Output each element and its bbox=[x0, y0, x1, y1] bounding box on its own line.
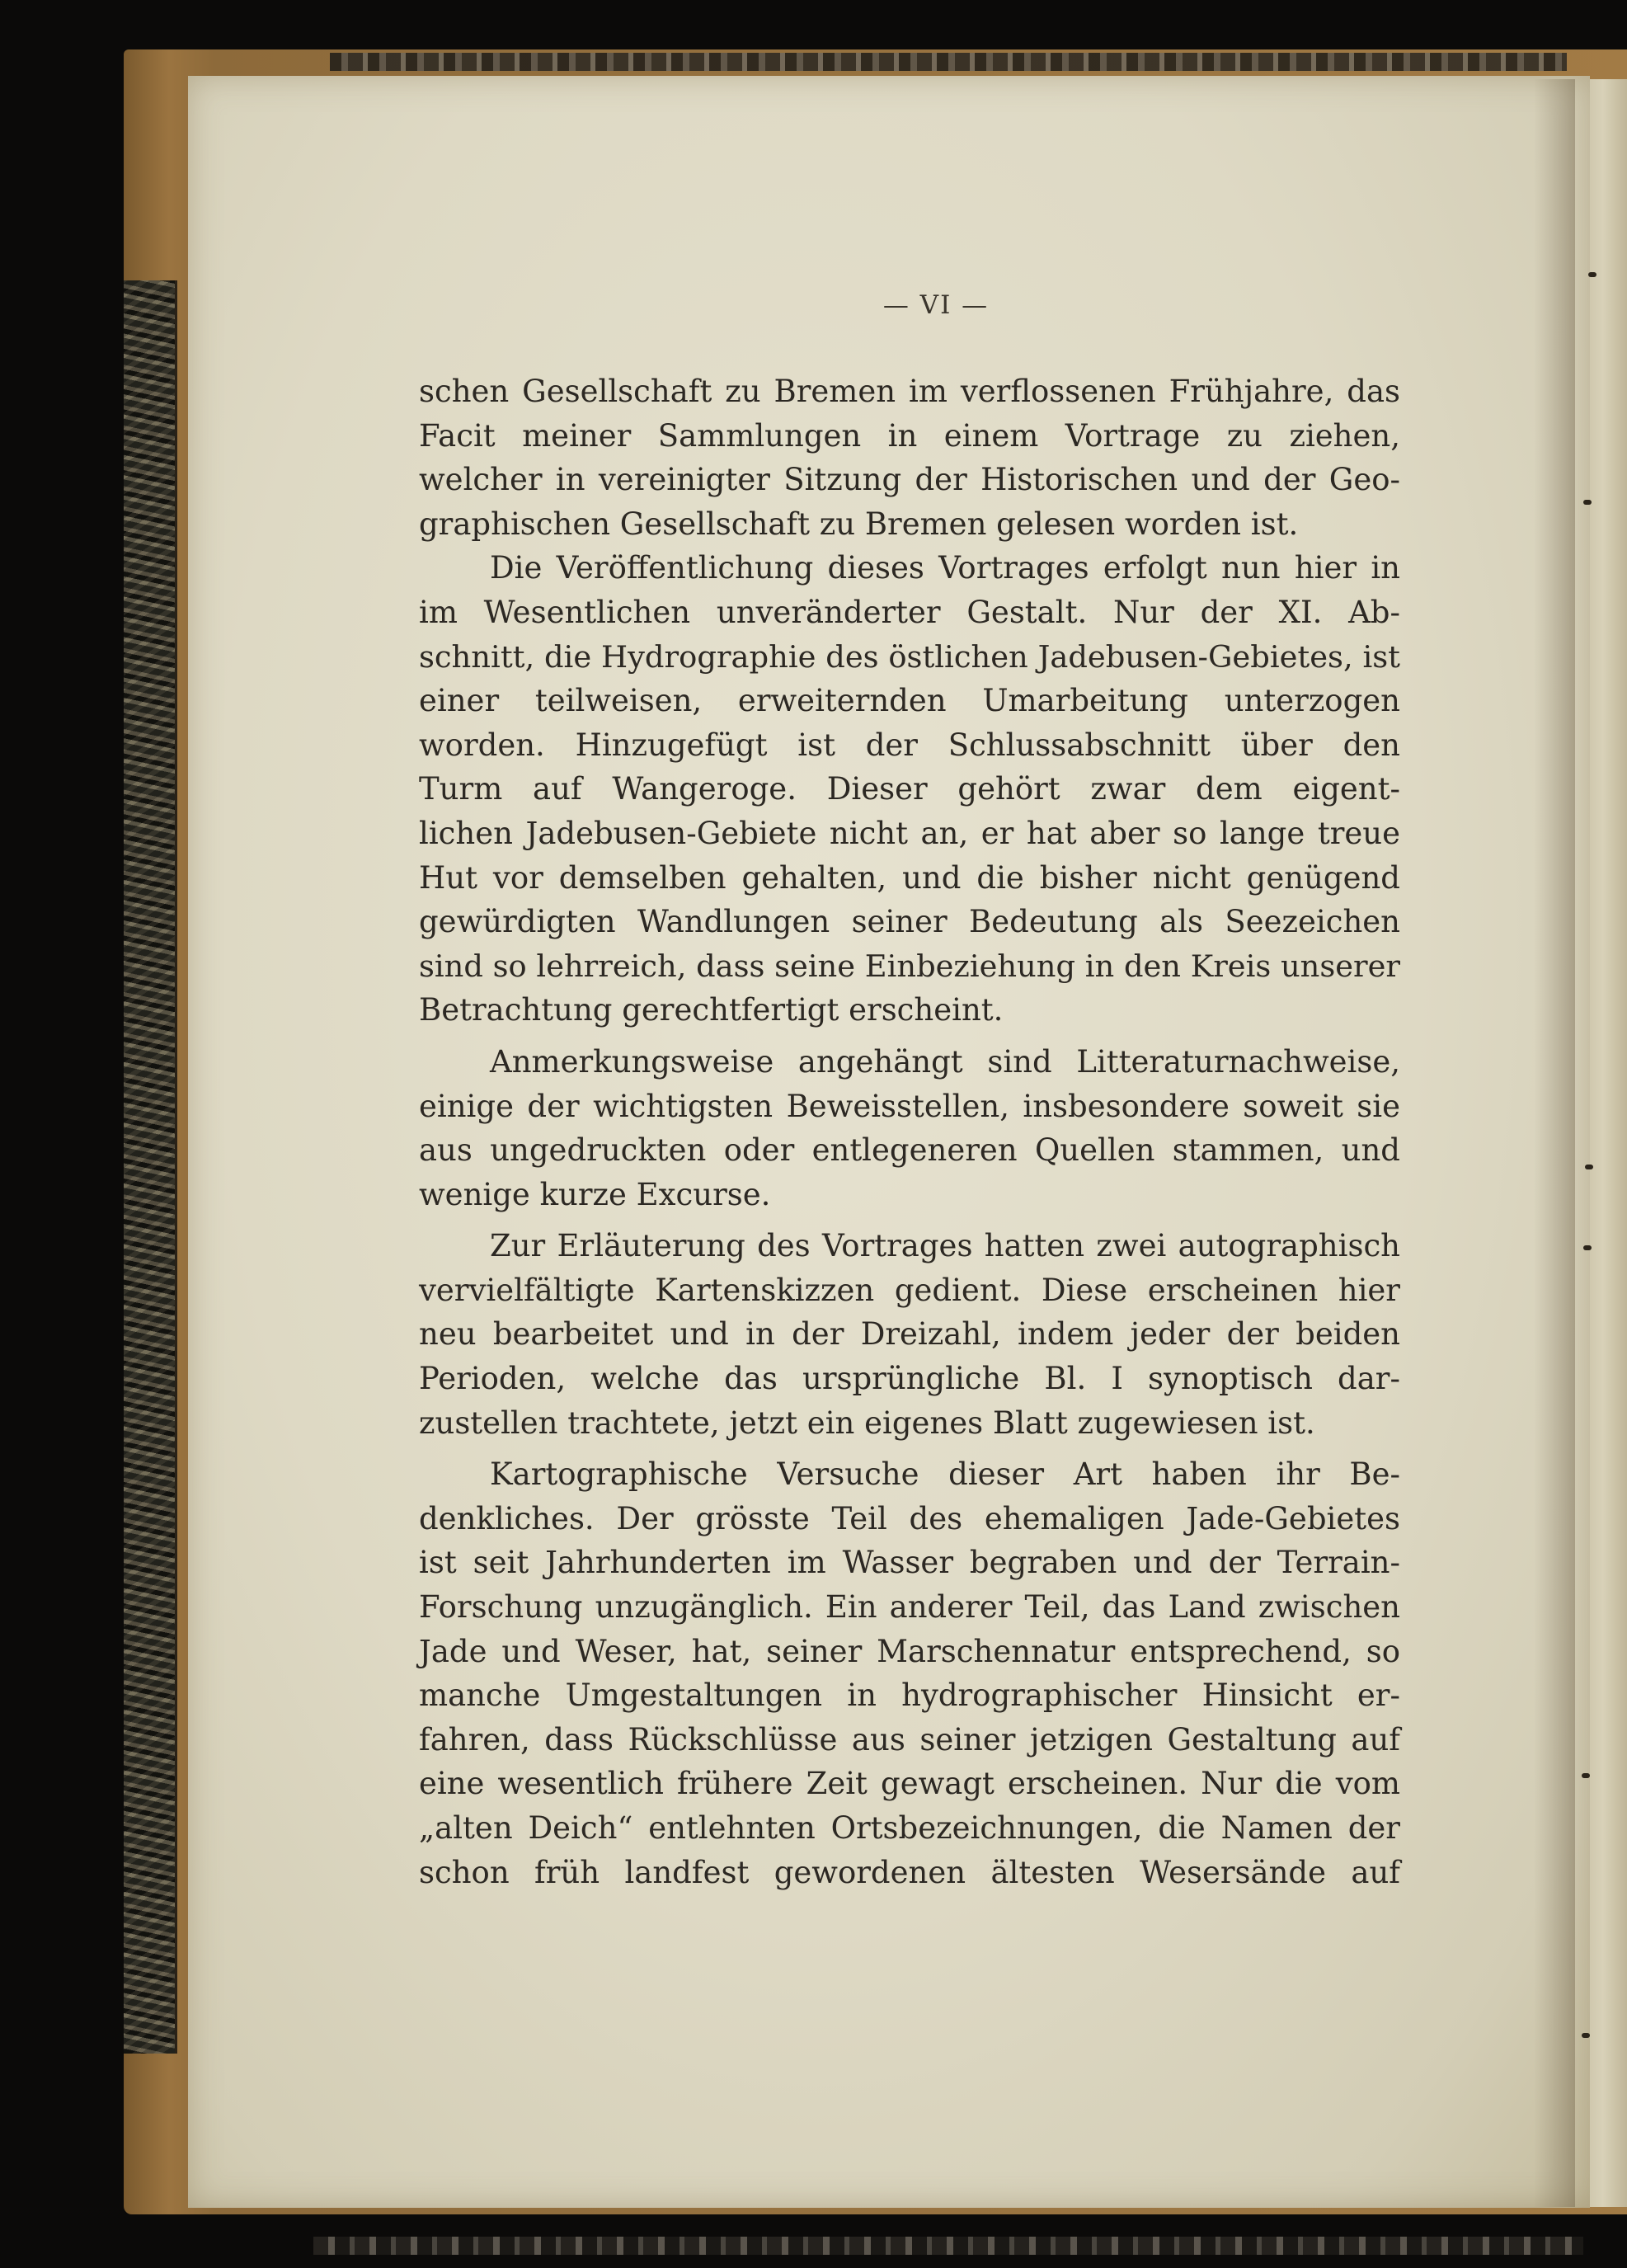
torn-paper-strip-bottom bbox=[313, 2237, 1583, 2255]
text-line: schon früh landfest gewordenen ältesten Wesersände auf bbox=[419, 1854, 1400, 1890]
marbled-spine bbox=[124, 280, 177, 2054]
text-line: gewürdigten Wandlungen seiner Bedeutung als Seezeichen bbox=[419, 904, 1400, 940]
text-line: neu bearbeitet und in der Dreizahl, indem jeder der beiden bbox=[419, 1316, 1400, 1353]
text-line: aus ungedruckten oder entlegeneren Quellen stammen, und bbox=[419, 1132, 1400, 1169]
text-line: im Wesentlichen unveränderter Gestalt. Nur der XI. Ab- bbox=[419, 594, 1400, 630]
text-line: Jade und Weser, hat, seiner Marschennatur entsprechend, so bbox=[419, 1633, 1400, 1669]
text-line: sind so lehrreich, dass seine Einbeziehung in den Kreis unserer bbox=[419, 948, 1400, 984]
text-line: einige der wichtigsten Beweisstellen, insbesondere soweit sie bbox=[419, 1088, 1400, 1124]
text-line: „alten Deich“ entlehnten Ortsbezeichnungen, die Namen der bbox=[419, 1810, 1400, 1846]
text-line: Turm auf Wangeroge. Dieser gehört zwar dem eigent- bbox=[419, 771, 1400, 807]
binding-stitch bbox=[1583, 1245, 1592, 1250]
body-text bbox=[419, 369, 1400, 1894]
text-line: graphischen Gesellschaft zu Bremen gelesen worden ist. bbox=[419, 506, 1299, 542]
text-line: schnitt, die Hydrographie des östlichen Jadebusen-Gebietes, ist bbox=[419, 638, 1400, 675]
text-line: Anmerkungsweise angehängt sind Litteraturnachweise, bbox=[490, 1043, 1400, 1080]
text-line: Kartographische Versuche dieser Art haben ihr Be- bbox=[490, 1456, 1400, 1493]
binding-stitch bbox=[1583, 500, 1592, 505]
text-line: schen Gesellschaft zu Bremen im verflossenen Frühjahre, das bbox=[419, 374, 1400, 409]
binding-stitch bbox=[1582, 1773, 1590, 1778]
paragraph-gap bbox=[419, 1033, 1400, 1040]
text-line: vervielfältigte Kartenskizzen gedient. Diese erscheinen hier bbox=[419, 1272, 1400, 1308]
binding-stitch bbox=[1585, 1165, 1593, 1169]
text-line: Facit meiner Sammlungen in einem Vortrage zu ziehen, bbox=[419, 417, 1400, 454]
text-line: wenige kurze Excurse. bbox=[419, 1176, 771, 1212]
text-line: Hut vor demselben gehalten, und die bisher nicht genügend bbox=[419, 859, 1400, 896]
page-number: — VI — bbox=[882, 290, 990, 320]
text-line: lichen Jadebusen-Gebiete nicht an, er hat aber so lange treue bbox=[419, 815, 1400, 851]
text-line: eine wesentlich frühere Zeit gewagt erscheinen. Nur die vom bbox=[419, 1766, 1400, 1802]
text-line: manche Umgestaltungen in hydrographischer Hinsicht er- bbox=[419, 1677, 1400, 1714]
text-line: fahren, dass Rückschlüsse aus seiner jetzigen Gestaltung auf bbox=[419, 1721, 1400, 1757]
torn-paper-strip-top bbox=[330, 53, 1567, 71]
text-line: Perioden, welche das ursprüngliche Bl. I synoptisch dar- bbox=[419, 1361, 1400, 1397]
text-line: Forschung unzugänglich. Ein anderer Teil, das Land zwischen bbox=[419, 1589, 1400, 1626]
binding-stitch bbox=[1582, 2033, 1590, 2038]
paragraph-gap bbox=[419, 1216, 1400, 1224]
paragraph-gap bbox=[419, 1445, 1400, 1452]
gutter-shadow bbox=[1534, 79, 1575, 2207]
text-line: Die Veröffentlichung dieses Vortrages erfolgt nun hier in bbox=[490, 550, 1400, 586]
text-line: zustellen trachtete, jetzt ein eigenes Blatt zugewiesen ist. bbox=[419, 1405, 1315, 1441]
text-line: denkliches. Der grösste Teil des ehemaligen Jade-Gebietes bbox=[419, 1500, 1400, 1536]
text-line: einer teilweisen, erweiternden Umarbeitung unterzogen bbox=[419, 683, 1400, 719]
text-line: Zur Erläuterung des Vortrages hatten zwei autographisch bbox=[490, 1228, 1400, 1264]
binding-stitch bbox=[1588, 272, 1596, 277]
text-line: Betrachtung gerechtfertigt erscheint. bbox=[419, 992, 1004, 1028]
text-line: worden. Hinzugefügt ist der Schlussabschnitt über den bbox=[419, 727, 1400, 763]
text-line: ist seit Jahrhunderten im Wasser begraben und der Terrain- bbox=[419, 1545, 1400, 1581]
text-line: welcher in vereinigter Sitzung der Historischen und der Geo- bbox=[419, 462, 1400, 498]
